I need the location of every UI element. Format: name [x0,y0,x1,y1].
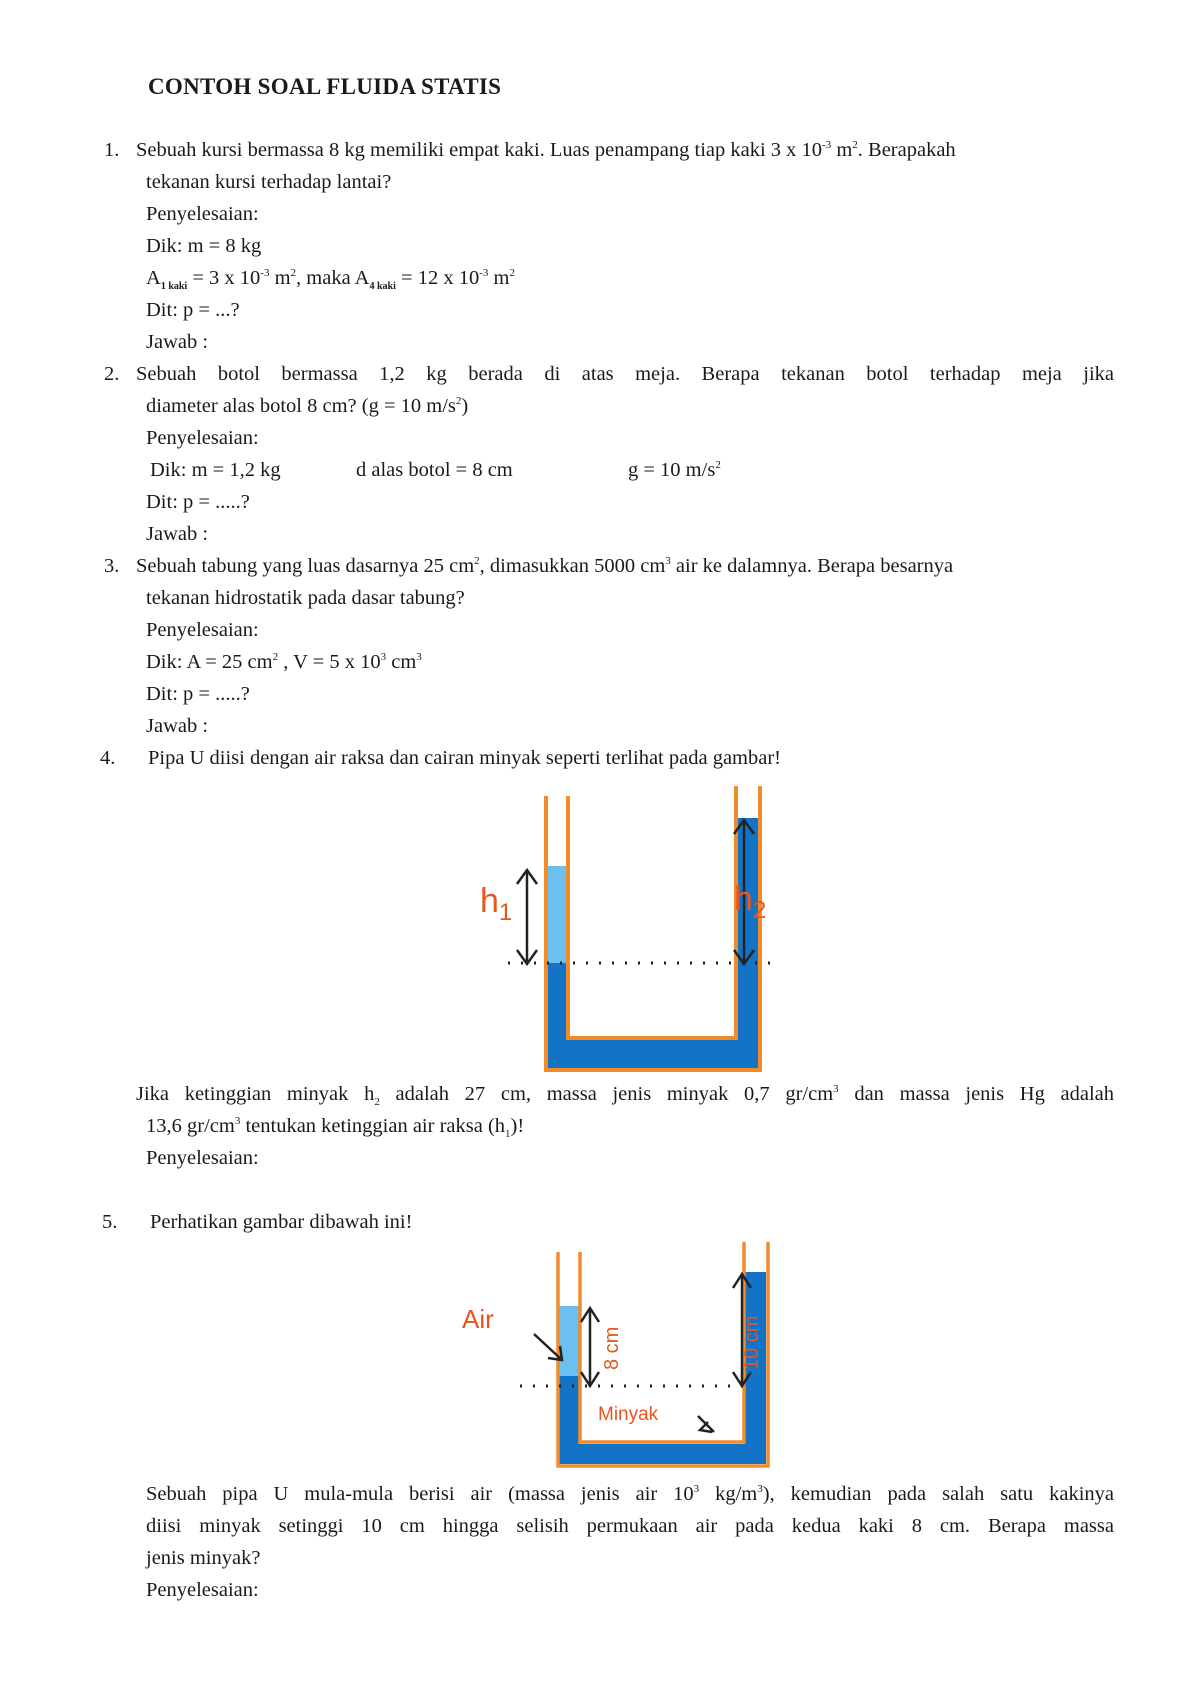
known-values: Dik: A = 25 $cm^2$ , V = 5 x $10^3$ $cm^3$ [146,651,422,673]
answer-label: Jawab : [146,523,209,545]
page-title: CONTOH SOAL FLUIDA STATIS [148,74,502,99]
question-text: Perhatikan gambar dibawah ini! [150,1211,413,1233]
solution-label: Penyelesaian: [146,203,259,225]
fluid-bottom [558,1444,766,1464]
question-text: Jika ketinggian minyak $h_2$ adalah 27 cm, massa jenis minyak 0,7 $gr/cm^3$ dan massa jenis Hg adalah [136,1083,1114,1109]
known-values: Dik: m = 8 kg [146,235,262,257]
u-tube-figure-1 [470,778,770,1074]
mercury-left-column [546,963,568,1047]
question-text: Sebuah tabung yang luas dasarnya 25 $cm^2$, dimasukkan 5000 $cm^3$ air ke dalamnya. Berapa besarnya [136,555,954,577]
solution-label: Penyelesaian: [146,619,259,641]
tube-inner-wall [568,786,736,1038]
air-label: Air [462,1304,494,1334]
question-text: tekanan hidrostatik pada dasar tabung? [146,587,465,609]
10cm-label: 10 cm [741,1315,763,1370]
question-text: Sebuah pipa U mula-mula berisi air (massa jenis air $10^3$ $kg/m^3$), kemudian pada salah satu kakinya [146,1483,1114,1505]
asked-value: Dit: p = .....? [146,491,250,513]
answer-label: Jawab : [146,715,209,737]
tube-outer-wall [546,786,760,1070]
question-text: 13,6 $gr/cm^3$ tentukan ketinggian air raksa $(h_1)$! [146,1115,525,1141]
h2-label: $h_2$ [734,880,767,924]
question-text: jenis minyak? [146,1547,261,1569]
question-number: 3. [104,555,120,577]
asked-value: Dit: p = .....? [146,683,250,705]
water-column-left [558,1306,580,1376]
known-values: Dik: m = 1,2 kg [150,459,281,481]
solution-label: Penyelesaian: [146,1147,259,1169]
u-tube-figure-2 [462,1238,763,1468]
8cm-label: 8 cm [601,1326,623,1370]
known-values: $A_{1 kaki} = 3$ x $10^{-3}$ $m^2$, maka $A_{4 kaki} = 12$ x $10^{-3}$ $m^2$ [146,267,515,293]
mercury-bottom [546,1040,758,1068]
question-number: 2. [104,363,120,385]
known-values: g = 10 $m/s^2$ [628,459,721,481]
question-number: 4. [100,747,116,769]
asked-value: Dit: p = ...? [146,299,240,321]
answer-label: Jawab : [146,331,209,353]
question-text: diisi minyak setinggi 10 cm hingga selisih permukaan air pada kedua kaki 8 cm. Berapa massa [146,1515,1114,1537]
question-text: Sebuah kursi bermassa 8 kg memiliki empat kaki. Luas penampang tiap kaki 3 x $10^{-3}$ $m^2$. Berapakah [136,139,956,161]
h1-label: $h_1$ [480,882,513,926]
solution-label: Penyelesaian: [146,1579,259,1601]
mercury-right-column [736,818,758,1058]
solution-label: Penyelesaian: [146,427,259,449]
question-number: 1. [104,139,120,161]
question-text: diameter alas botol 8 cm? (g = 10 $m/s^2$) [146,395,469,417]
question-text: Sebuah botol bermassa 1,2 kg berada di atas meja. Berapa tekanan botol terhadap meja jika [136,363,1114,385]
minyak-label: Minyak [598,1404,659,1425]
question-text: Pipa U diisi dengan air raksa dan cairan minyak seperti terlihat pada gambar! [148,747,781,769]
question-text: tekanan kursi terhadap lantai? [146,171,392,193]
oil-column [546,866,568,968]
question-number: 5. [102,1211,118,1233]
known-values: d alas botol = 8 cm [356,459,513,481]
